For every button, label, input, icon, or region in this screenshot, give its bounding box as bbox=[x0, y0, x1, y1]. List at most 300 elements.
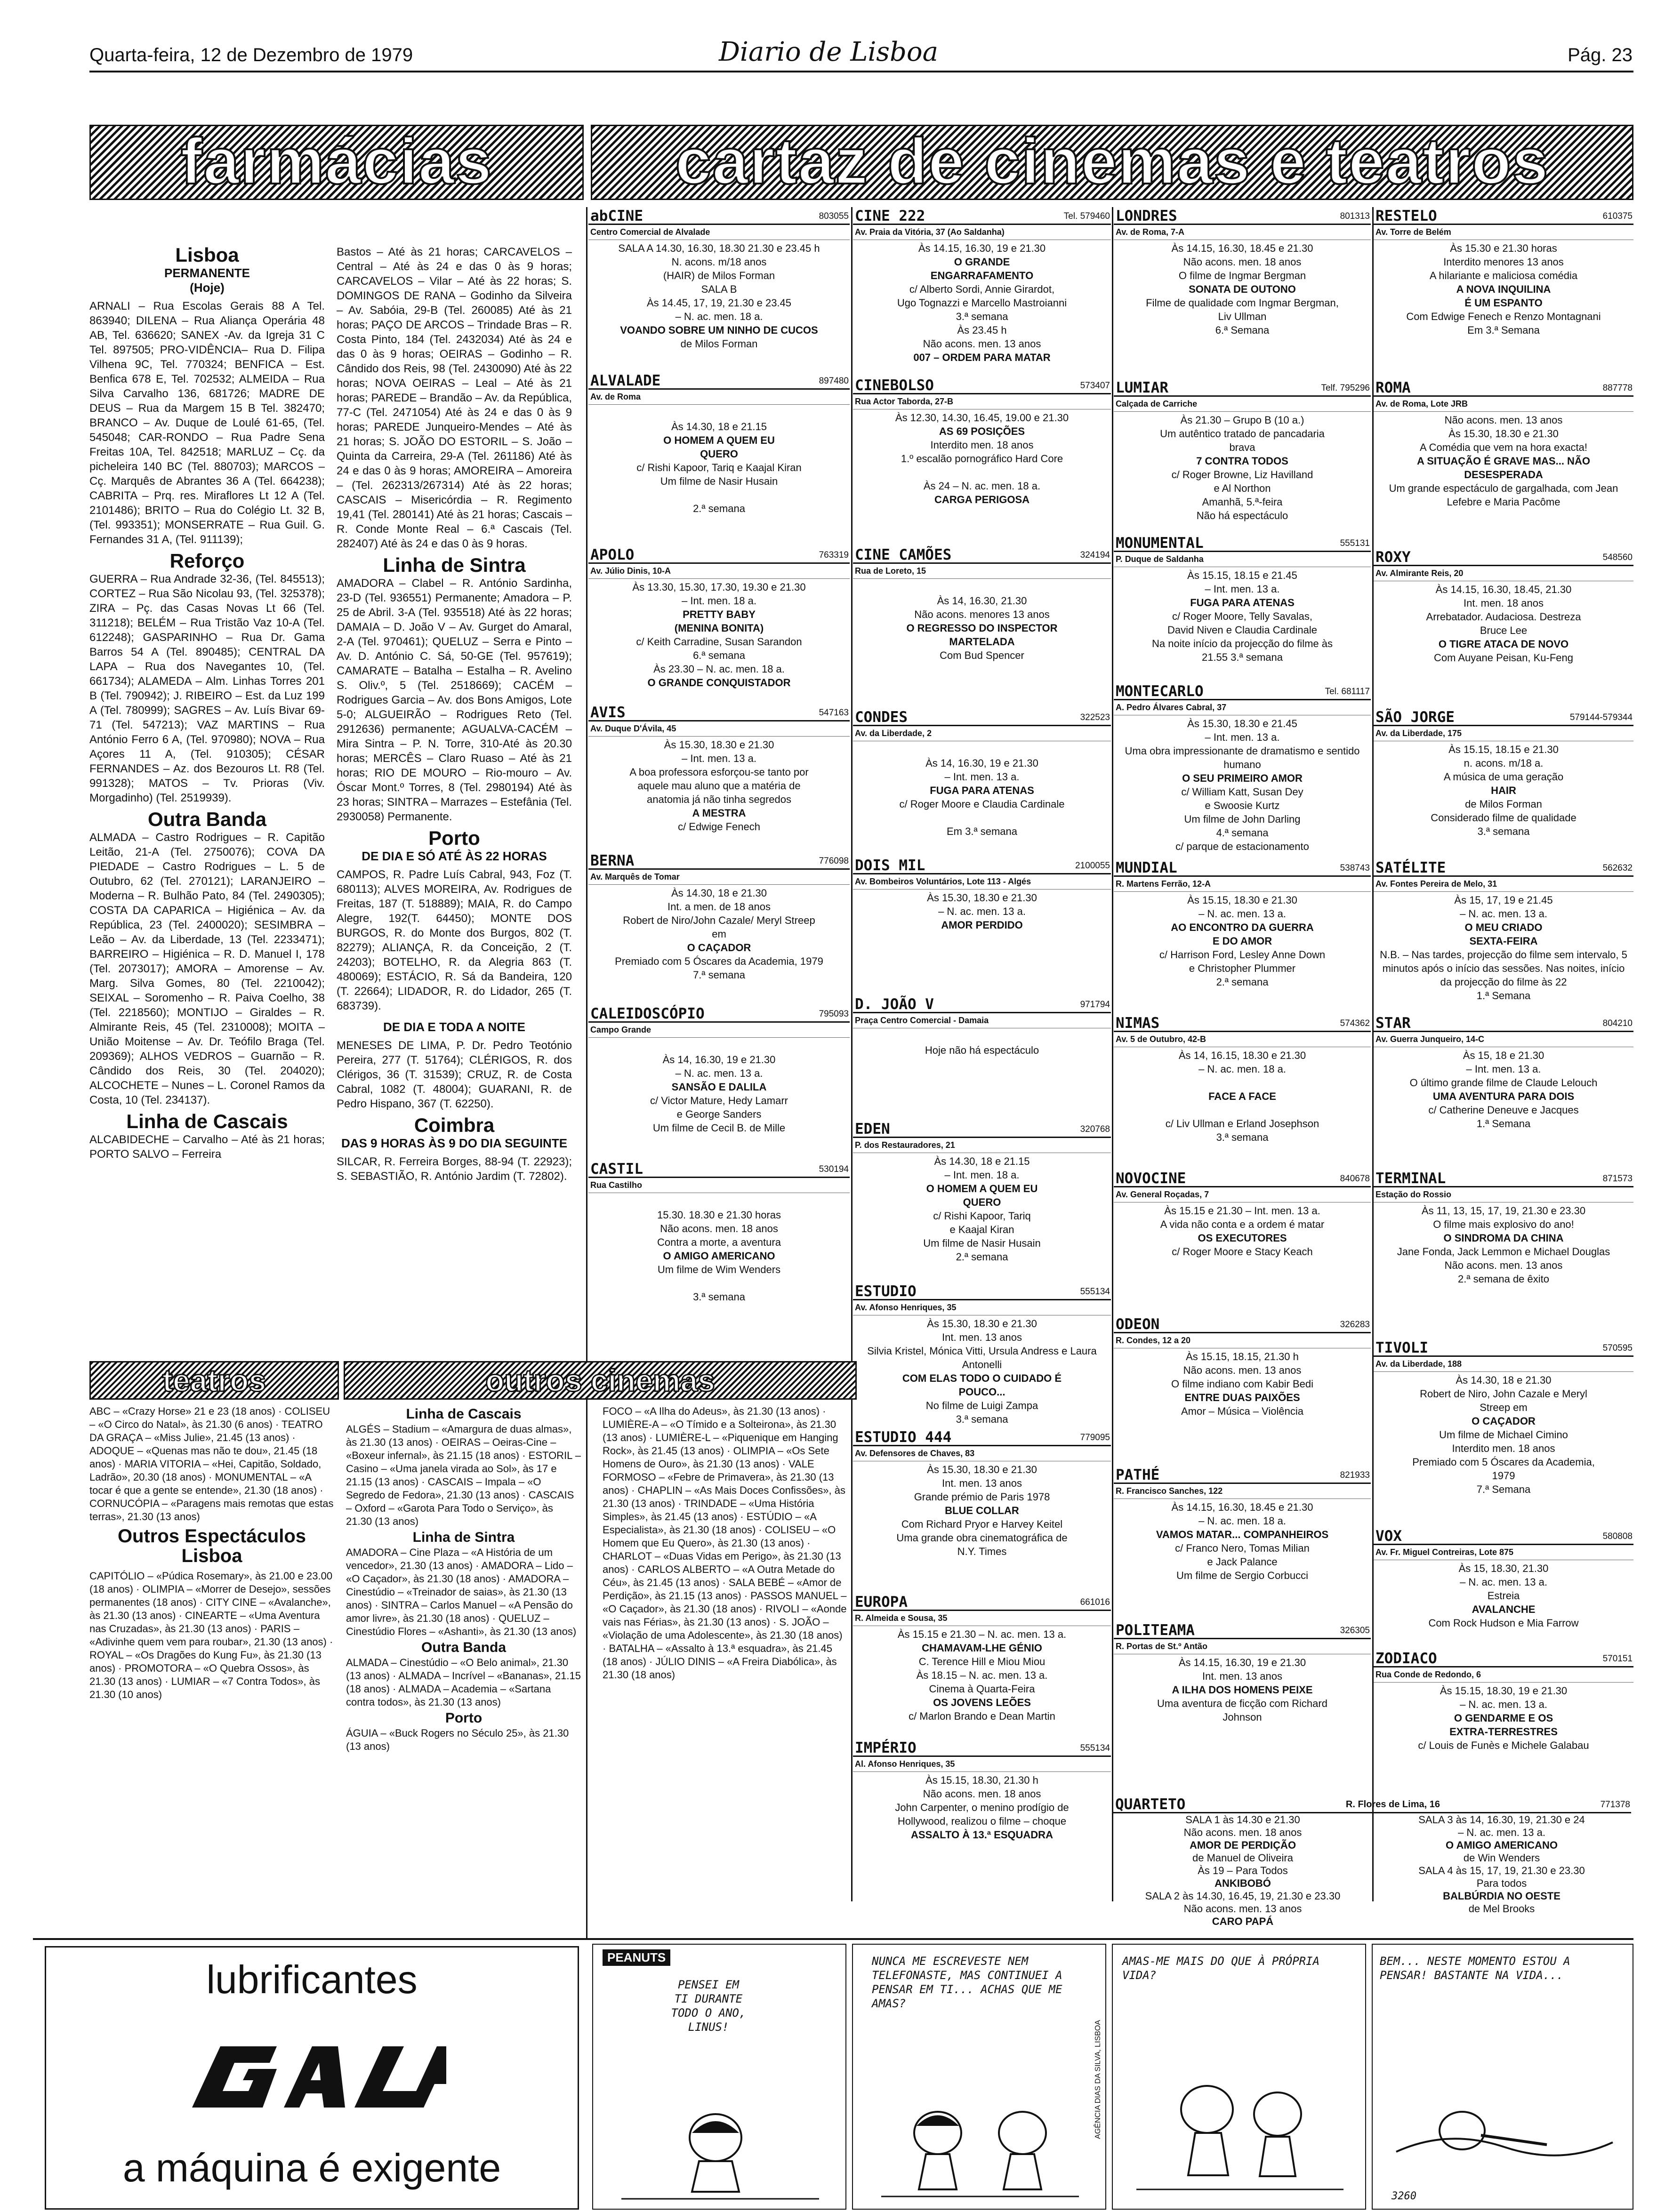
showtime-line: CHAMAVAM-LHE GÉNIO bbox=[922, 1642, 1042, 1654]
showtime-line: Na noite início da projecção do filme às bbox=[1152, 638, 1333, 649]
showtime-line: O CAÇADOR bbox=[1472, 1415, 1536, 1427]
cinema-name: NOVOCINE bbox=[1116, 1170, 1186, 1187]
cinema-phone: Tel. 579460 bbox=[1063, 211, 1110, 221]
showtime-line: Não acons. men. 13 anos bbox=[1444, 1259, 1563, 1271]
showtime-line: 2.ª semana bbox=[1216, 976, 1269, 988]
section-heading: Reforço bbox=[169, 550, 245, 572]
cinema-name: BERNA bbox=[590, 852, 635, 869]
showtime-line: – N. ac. men. 18 a. bbox=[1199, 1063, 1286, 1075]
showtime-line: c/ Liv Ullman e Erland Josephson bbox=[1165, 1118, 1319, 1130]
showtime-line: UMA AVENTURA PARA DOIS bbox=[1432, 1090, 1575, 1102]
speech-bubble: AMAS-ME MAIS DO QUE À PRÓPRIA VIDA? bbox=[1122, 1955, 1320, 1982]
showtime-line: de Manuel de Oliveira bbox=[1192, 1852, 1293, 1864]
cinema-listing bbox=[588, 209, 850, 369]
cinema-phone: 326305 bbox=[1340, 1626, 1370, 1635]
characters-walking-drawing-icon bbox=[1136, 2053, 1343, 2204]
showtime-line: BLUE COLLAR bbox=[945, 1505, 1019, 1516]
showtime-line: c/ Marlon Brando e Dean Martin bbox=[909, 1710, 1055, 1722]
pharmacy-list: AMADORA – Clabel – R. António Sardinha, 23-D (Tel. 936551) Permanente; Amadora – P. 25 de Abril. 3-A (Tel. 935518) Até às 22 horas; DAMAIA – D. João V – Av. Gurget do Amaral, 2-A (Tel. 970461); QUELUZ – Serra e Pinto – Av. D. António C. Sá, 50-GE (Tel. 957619); CAMARATE – Batalha – Estalha – R. Avelino S. Oliv.º, 5 (Tel. 2518669); CACÉM – Rodrigues Garcia – Av. dos Bons Amigos, Lote 5-0; ALGUEIRÃO – Rodrigues Reto (Tel. 2912636) permanente; AGUALVA-CACÉM – Mira Sintra – P. N. Torre, 310-Até às 20.30 horas; MERCÊS – Claro Ruaso – Até às 21 horas; RIO DE MOURO – Rio-mouro – Av. Óscar Mont.º Torres, 8 (Tel. 2980194) Até às 23 horas; SINTRA – Marrazes – Estefânia (Tel. 2930058) Permanente. bbox=[337, 577, 572, 823]
showtime-line: SALA 1 às 14.30 e 21.30 bbox=[1185, 1814, 1300, 1826]
showtime-line: MARTELADA bbox=[949, 636, 1015, 648]
cinema-name: CINE 222 bbox=[855, 208, 925, 224]
showtime-line: Um filme de Wim Wenders bbox=[657, 1264, 781, 1275]
showtime-line: É UM ESPANTO bbox=[1464, 297, 1543, 309]
showtime-line: Às 13.30, 15.30, 17.30, 19.30 e 21.30 bbox=[632, 581, 806, 593]
showtime-line bbox=[856, 811, 1108, 825]
cinema-listing bbox=[588, 706, 850, 850]
cinema-address: Av. de Roma bbox=[588, 390, 850, 405]
showtime-line: c/ Roger Moore, Telly Savalas, bbox=[1172, 610, 1312, 622]
showtime-line: HAIR bbox=[1491, 785, 1516, 796]
showtime-line: c/ Roger Moore e Claudia Cardinale bbox=[899, 798, 1065, 810]
showtime-line: Às 15.15 e 21.30 – N. ac. men. 13 a. bbox=[897, 1628, 1067, 1640]
quarteto-sala-3-4 bbox=[1372, 1813, 1631, 1928]
showtime-line: Às 19 – Para Todos bbox=[1198, 1865, 1288, 1876]
showtime-line bbox=[1117, 1103, 1368, 1117]
showtime-line: Às 15.30, 18.30 e 21.45 bbox=[1187, 718, 1297, 729]
showtime-line: e Jack Palance bbox=[1207, 1556, 1278, 1568]
cinema-phone: 324194 bbox=[1080, 550, 1110, 560]
showtime-line: Às 15.15 e 21.30 – Int. men. 13 a. bbox=[1164, 1205, 1320, 1217]
comic-panel-2 bbox=[852, 1944, 1106, 2210]
cinema-address: P. dos Restauradores, 21 bbox=[853, 1138, 1111, 1153]
column-rule bbox=[851, 207, 853, 1901]
showtime-line: Às 23.30 – N. ac. men. 18 a. bbox=[653, 663, 785, 675]
showtime-line: c/ Louis de Funès e Michele Galabau bbox=[1418, 1739, 1589, 1751]
cinema-name: NIMAS bbox=[1116, 1015, 1160, 1032]
showtime-line: – Int. men. 18 a. bbox=[682, 595, 756, 607]
showtime-line: Às 14.45, 17, 19, 21.30 e 23.45 bbox=[646, 297, 792, 309]
cinema-phone: 887778 bbox=[1602, 383, 1633, 393]
showtime-line: Com Auyane Peisan, Ku-Feng bbox=[1434, 652, 1573, 664]
ad-slogan: a máquina é exigente bbox=[122, 2146, 501, 2190]
cinema-name: D. JOÃO V bbox=[855, 996, 934, 1013]
cinema-phone: Telf. 795296 bbox=[1321, 383, 1370, 393]
section-subheading: PERMANENTE (Hoje) bbox=[164, 266, 250, 295]
showtime-line: ENGARRAFAMENTO bbox=[930, 270, 1034, 281]
cinema-listing bbox=[1114, 537, 1371, 682]
showtime-line: 15.30. 18.30 e 21.30 horas bbox=[657, 1209, 781, 1221]
showtime-line: O GRANDE bbox=[954, 256, 1010, 268]
showtime-line: CARO PAPÁ bbox=[1212, 1915, 1274, 1927]
cinema-phone: 897480 bbox=[819, 376, 849, 386]
showtime-line: David Niven e Claudia Cardinale bbox=[1167, 624, 1317, 636]
cinema-address: Rua Actor Taborda, 27-B bbox=[853, 394, 1111, 409]
showtime-line: Às 15.30, 18.30 e 21.30 bbox=[927, 1464, 1037, 1475]
cinema-address: Praça Centro Comercial - Damaia bbox=[853, 1013, 1111, 1028]
showtime-line: N. acons. m/18 anos bbox=[671, 256, 767, 268]
showtime-line: Arrebatador. Audaciosa. Destreza bbox=[1426, 611, 1581, 623]
cinema-listing bbox=[853, 711, 1111, 857]
showtime-line: SONATA DE OUTONO bbox=[1189, 283, 1296, 295]
showtime-line: Às 14.30, 18 e 21.30 bbox=[671, 887, 767, 899]
showtime-line: c/ Roger Moore e Stacy Keach bbox=[1172, 1246, 1313, 1258]
showtime-line: O AMIGO AMERICANO bbox=[1446, 1839, 1558, 1851]
showtime-line: O HOMEM A QUEM EU bbox=[663, 434, 775, 446]
bottom-rule bbox=[33, 1938, 1633, 1940]
cinema-phone: 840678 bbox=[1340, 1174, 1370, 1184]
cinema-address: Av. Marquês de Tomar bbox=[588, 870, 850, 885]
showtime-line: O MEU CRIADO bbox=[1464, 922, 1543, 933]
showtime-line: c/ parque de estacionamento bbox=[1175, 841, 1309, 852]
cinema-address: R. Condes, 12 a 20 bbox=[1114, 1333, 1371, 1348]
cinema-phone: 801313 bbox=[1340, 211, 1370, 221]
cinema-name: MONUMENTAL bbox=[1116, 535, 1204, 552]
cinema-address: A. Pedro Álvares Cabral, 37 bbox=[1114, 700, 1371, 715]
showtime-line: 007 – ORDEM PARA MATAR bbox=[913, 352, 1051, 363]
showtime-line: c/ Harrison Ford, Lesley Anne Down bbox=[1159, 949, 1326, 961]
cinema-phone: 326283 bbox=[1340, 1320, 1370, 1330]
showtime-line: 7.ª Semana bbox=[1476, 1483, 1531, 1495]
outros-cinemas-column-1 bbox=[346, 1405, 581, 1932]
showtime-line: – Int. men. 18 a. bbox=[944, 1169, 1020, 1181]
section-heading: Linha de Sintra bbox=[383, 554, 526, 576]
cinema-listing bbox=[853, 1741, 1111, 1892]
showtime-line: Um filme de Cecil B. de Mille bbox=[652, 1122, 786, 1134]
showtime-line: Para todos bbox=[1476, 1877, 1527, 1889]
showtime-line: Amanhã, 5.ª-feira bbox=[1202, 496, 1283, 508]
section-subheading: DE DIA E SÓ ATÉ ÀS 22 HORAS bbox=[362, 849, 547, 863]
showtime-line: Int. a men. de 18 anos bbox=[668, 901, 771, 913]
showtime-line: Premiado com 5 Óscares da Academia, bbox=[1412, 1456, 1595, 1468]
showtime-line: Às 14.15, 16.30, 18.45 e 21.30 bbox=[1171, 1501, 1313, 1513]
cinema-address: Av. 5 de Outubro, 42-B bbox=[1114, 1032, 1371, 1047]
showtime-line: – N. ac. men. 13 a. bbox=[1199, 908, 1286, 920]
showtime-line: Às 15.15, 18.30, 19 e 21.30 bbox=[1440, 1685, 1568, 1697]
pharmacy-list: ALMADA – Castro Rodrigues – R. Capitão Leitão, 21-A (Tel. 2750076); COVA DA PIEDADE – Castro Rodrigues – L. 5 de Outubro, 62 (Tel. 270121); LARANJEIRO – Moderna – R. Bulhão Pato, 84 (Tel. 2490305); COSTA DA CAPARICA – Higiénica – Av. da República, 23 (Tel. 2400020); SESIMBRA – Leão – Av. da Liberdade, 13 (Tel. 2233471); BARREIRO – Higiénica – R. D. Manuel I, 178 (Tel. 2073017); AMORA – Amorense – Av. Marg. Silva Gomes, 80 (Tel. 2210042); SEIXAL – Soromenho – R. Paiva Coelho, 38 (Tel. 2218560); MONTIJO – Giraldes – R. Almirante Reis, 45 (Tel. 2310008); MOITA – União Moitense – Av. Dr. Teófilo Braga (Tel. 209369); ALHOS VEDROS – Guarnão – R. Cândido dos Reis, 30 (Tel. 204020); ALCOCHETE – Nunes – L. Coronel Ramos da Costa, 10 (Tel. 234137). bbox=[89, 831, 325, 1106]
cinema-phone: 320768 bbox=[1080, 1124, 1110, 1134]
quarteto-s1 bbox=[1113, 1813, 1372, 1890]
showtime-line: Interdito menores 13 anos bbox=[1443, 256, 1564, 268]
cinema-phone: 573407 bbox=[1080, 381, 1110, 391]
showtime-line: Às 14, 16.30, 21.30 bbox=[937, 595, 1027, 607]
showtime-line: – N. ac. men. 13 a. bbox=[1460, 1576, 1547, 1588]
cinema-name: AVIS bbox=[590, 704, 626, 721]
showtime-line: Um autêntico tratado de pancadaria bbox=[1160, 428, 1325, 440]
showtime-line: Jane Fonda, Jack Lemmon e Michael Douglas bbox=[1397, 1246, 1610, 1258]
cinema-address: P. Duque de Saldanha bbox=[1114, 552, 1371, 567]
cinema-listing bbox=[1114, 685, 1371, 859]
cinema-name: QUARTETO bbox=[1115, 1796, 1186, 1813]
showtime-line: de Milos Forman bbox=[1465, 798, 1542, 810]
cinema-listing bbox=[588, 1162, 850, 1330]
cinema-address: Av. Júlio Dinis, 10-A bbox=[588, 564, 850, 579]
showtime-line: Estreia bbox=[1487, 1590, 1520, 1602]
showtime-line: 1.ª Semana bbox=[1476, 1118, 1531, 1130]
galp-advertisement bbox=[45, 1946, 579, 2210]
showtime-line: John Carpenter, o menino prodígio de bbox=[895, 1802, 1069, 1813]
showtime-line: Não acons. men. 18 anos bbox=[923, 1788, 1041, 1800]
showtime-line: O AMIGO AMERICANO bbox=[663, 1250, 775, 1262]
showtime-line: e Christopher Plummer bbox=[1189, 962, 1296, 974]
showtime-line: A ILHA DOS HOMENS PEIXE bbox=[1172, 1684, 1313, 1696]
cinema-address: Calçada de Carriche bbox=[1114, 397, 1371, 412]
showtime-line bbox=[591, 1194, 847, 1208]
speech-bubble: BEM... NESTE MOMENTO ESTOU A PENSAR! BASTANTE NA VIDA... bbox=[1380, 1955, 1570, 1982]
showtime-line: AS 69 POSIÇÕES bbox=[939, 425, 1025, 437]
cinema-listing bbox=[588, 854, 850, 1002]
agency-credit: AGÊNCIA DIAS DA SILVA, LISBOA bbox=[1094, 2020, 1102, 2139]
showtime-line: – Int. men. 13 a. bbox=[1205, 731, 1280, 743]
showtime-line: Interdito men. 18 anos bbox=[1452, 1443, 1555, 1454]
showtime-line: Cinema à Quarta-Feira bbox=[929, 1683, 1035, 1695]
showtime-line: Int. men. 13 anos bbox=[942, 1331, 1022, 1343]
showtime-line: 3.ª semana bbox=[1477, 825, 1530, 837]
showtime-line: A vida não conta e a ordem é matar bbox=[1160, 1218, 1325, 1230]
outros-cinemas-banner: outros cinemas bbox=[344, 1361, 857, 1400]
showtime-line: Às 14.15, 16.30, 18.45, 21.30 bbox=[1435, 584, 1572, 595]
showtime-line: Às 14.15, 16.30, 19 e 21.30 bbox=[1178, 1657, 1306, 1668]
showtime-line: Às 24 – N. ac. men. 18 a. bbox=[923, 480, 1041, 492]
showtime-line: SALA 4 às 15, 17, 19, 21.30 e 23.30 bbox=[1418, 1865, 1585, 1876]
showtime-line: SEXTA-FEIRA bbox=[1469, 935, 1538, 947]
cinema-phone: 538743 bbox=[1340, 863, 1370, 873]
column-rule bbox=[1112, 207, 1113, 1901]
cinema-address: Rua Conde de Redondo, 6 bbox=[1374, 1667, 1633, 1683]
showtime-line bbox=[856, 1030, 1108, 1043]
cinema-phone: 562632 bbox=[1602, 863, 1633, 873]
showtime-line: Uma grande obra cinematográfica de bbox=[896, 1532, 1068, 1544]
cinema-name: LONDRES bbox=[1116, 208, 1177, 224]
showtime-line: COM ELAS TODO O CUIDADO É bbox=[902, 1372, 1062, 1384]
showtime-line: – N. ac. men. 13 a. bbox=[675, 1067, 763, 1079]
showtime-line: VOANDO SOBRE UM NINHO DE CUCOS bbox=[620, 324, 818, 336]
cinema-listing bbox=[853, 998, 1111, 1120]
showtime-line: O HOMEM A QUEM EU bbox=[926, 1183, 1038, 1194]
header-rule bbox=[89, 71, 1633, 72]
showtime-line: c/ Franco Nero, Tomas Milian bbox=[1175, 1542, 1310, 1554]
outros-cinemas-list: ALGÉS – Stadium – «Amargura de duas almas», às 21.30 (13 anos) · OEIRAS – Oeiras-Cine – «Boxeur infernal», às 21.15 (18 anos) · ESTORIL – Casino – «Uma janela virada ao Sol», às 17 e 21.15 (13 anos) · CASCAIS – Impala – «O Segredo de Fedora», 21.30 (13 anos) · CASCAIS – Oxford – «Garota Para Todo o Serviço», às 21.30 (13 anos) bbox=[346, 1423, 581, 1527]
cinema-phone: 763319 bbox=[819, 550, 849, 560]
cinema-name: PATHÉ bbox=[1116, 1467, 1160, 1483]
showtime-line: SANSÃO E DALILA bbox=[671, 1081, 767, 1093]
cinema-name: ROMA bbox=[1375, 379, 1411, 396]
showtime-line: Às 15.15, 18.15 e 21.45 bbox=[1187, 569, 1297, 581]
cinema-address: R. Martens Ferrão, 12-A bbox=[1114, 877, 1371, 892]
characters-drawing-icon bbox=[881, 2076, 1079, 2204]
showtime-line: – N. ac. men. 13 a. bbox=[1460, 1699, 1547, 1710]
showtime-line: (MENINA BONITA) bbox=[674, 622, 764, 634]
showtime-line: 4.ª semana bbox=[1216, 827, 1269, 839]
cinema-listing bbox=[588, 548, 850, 701]
cinema-name: TERMINAL bbox=[1375, 1170, 1446, 1187]
cinema-listing bbox=[1374, 551, 1633, 708]
cinema-name: CALEIDOSCÓPIO bbox=[590, 1005, 705, 1022]
showtime-line: c/ Alberto Sordi, Annie Girardot, bbox=[909, 283, 1055, 295]
showtime-line: Interdito men. 18 anos bbox=[930, 439, 1034, 451]
showtime-line: Um filme de Sergio Corbucci bbox=[1176, 1570, 1308, 1581]
cinema-name: abCINE bbox=[590, 208, 643, 224]
cinema-address: Av. Guerra Junqueiro, 14-C bbox=[1374, 1032, 1633, 1047]
showtime-line: Int. men. 13 anos bbox=[1202, 1670, 1282, 1682]
page-number: Pág. 23 bbox=[1568, 45, 1633, 65]
cinema-name: RESTELO bbox=[1375, 208, 1437, 224]
cinema-phone: 610375 bbox=[1602, 211, 1633, 221]
cinema-phone: 803055 bbox=[819, 211, 849, 221]
quarteto-s3 bbox=[1372, 1813, 1631, 1864]
cinema-phone: Tel. 681117 bbox=[1325, 687, 1370, 697]
showtime-line: SALA B bbox=[701, 283, 737, 295]
cinema-address: Centro Comercial de Alvalade bbox=[588, 225, 850, 240]
showtime-line: – N. ac. men. 18 a. bbox=[1199, 1515, 1286, 1527]
showtime-line: e George Sanders bbox=[676, 1108, 762, 1120]
showtime-line: Às 15.30, 18.30 e 21.30 bbox=[664, 739, 774, 751]
showtime-line bbox=[856, 580, 1108, 594]
showtime-line: O último grande filme de Claude Lelouch bbox=[1409, 1077, 1598, 1089]
showtime-line: Um filme de Nasir Husain bbox=[660, 475, 778, 487]
showtime-line: EXTRA-TERRESTRES bbox=[1449, 1726, 1558, 1738]
showtime-line: FACE A FACE bbox=[1208, 1090, 1276, 1102]
showtime-line bbox=[856, 743, 1108, 756]
cinema-name: ZODIACO bbox=[1375, 1650, 1437, 1667]
outros-cinemas-list: FOCO – «A Ilha do Adeus», às 21.30 (13 anos) · LUMIÈRE-A – «O Tímido e a Solteirona», às 21.30 (13 anos) · LUMIÈRE-L – «Piquenique em Hanging Rock», às 21.45 (13 anos) · OLIMPIA – «Os Sete Homens de Ouro», às 21.30 (13 anos) · VALE FORMOSO – «Febre de Primavera», às 21.30 (13 anos) · CHAPLIN – «As Mais Doces Confissões», às 21.30 (13 anos) · TRINDADE – «Uma História Simples», às 21.45 (13 anos) · ESTÚDIO – «A Especialista», às 21.30 (18 anos) · COLISEU – «O Homem que Eu Quero», às 21.30 (13 anos) · CHARLOT – «Duas Vidas em Perigo», às 21.30 (13 anos) · CARLOS ALBERTO – «A Outra Metade do Céu», às 21.45 (13 anos) · SALA BEBÉ – «Amor de Perdição», às 21.15 (13 anos) · PASSOS MANUEL – «O Caçador», às 21.30 (18 anos) · RIVOLI – «Aonde vais nas Férias», às 21.30 (13 anos) · S. JOÃO – «Violação de uma Adolescente», às 21.30 (18 anos) · BATALHA – «Assalto à 13.ª esquadra», às 21.45 (18 anos) · JÚLIO DINIS – «A Freira Diabólica», às 21.30 (18 anos) bbox=[603, 1405, 847, 1681]
outros-cinemas-list: AMADORA – Cine Plaza – «A História de um vencedor», 21.30 (13 anos) · AMADORA – Lido – «O Caçador», às 21.30 (18 anos) · AMADORA – Cinestúdio – «Treinador de saias», às 21.30 (13 anos) · SINTRA – Carlos Manuel – «A Pensão do amor livre», às 21.30 (18 anos) · QUELUZ – Cinestúdio Flores – «Ashanti», às 21.30 (13 anos) bbox=[346, 1547, 577, 1637]
section-heading: Porto bbox=[428, 827, 480, 849]
quarteto-sala-1-2 bbox=[1113, 1813, 1372, 1928]
showtime-line: VAMOS MATAR... COMPANHEIROS bbox=[1156, 1529, 1329, 1540]
showtime-line: c/ William Katt, Susan Dey bbox=[1181, 786, 1303, 798]
showtime-line: c/ Edwige Fenech bbox=[678, 821, 760, 833]
showtime-line: Int. men. 18 anos bbox=[1464, 597, 1544, 609]
showtime-line: e Al Northon bbox=[1214, 482, 1271, 494]
showtime-line: Premiado com 5 Óscares da Academia, 1979 bbox=[615, 955, 823, 967]
showtime-line: Amor – Música – Violência bbox=[1181, 1405, 1304, 1417]
showtime-line: OS EXECUTORES bbox=[1198, 1232, 1287, 1244]
showtime-line: A Comédia que vem na hora exacta! bbox=[1420, 441, 1587, 453]
cinema-address: Av. Defensores de Chaves, 83 bbox=[853, 1446, 1111, 1461]
showtime-line: c/ Roger Browne, Liz Havilland bbox=[1171, 469, 1313, 481]
column-rule bbox=[586, 207, 587, 1939]
cinema-address: Av. Fontes Pereira de Melo, 31 bbox=[1374, 877, 1633, 892]
showtime-line: Não acons. men. 18 anos bbox=[660, 1223, 778, 1234]
showtime-line: (HAIR) de Milos Forman bbox=[663, 270, 775, 281]
cinema-address: R. Flores de Lima, 16 bbox=[1345, 1799, 1440, 1810]
showtime-line: de Mel Brooks bbox=[1468, 1903, 1535, 1915]
showtime-line: O SEU PRIMEIRO AMOR bbox=[1182, 772, 1303, 784]
showtime-line: Às 15.30, 18.30 e 21.30 bbox=[927, 1318, 1037, 1330]
showtime-line: Às 14.30, 18 e 21.30 bbox=[1456, 1374, 1552, 1386]
showtime-line: ENTRE DUAS PAIXÕES bbox=[1184, 1392, 1300, 1403]
showtime-line: – Int. men. 13 a. bbox=[682, 753, 756, 764]
farmacias-column-2 bbox=[337, 245, 572, 1346]
cinema-listing-quarteto bbox=[1113, 1796, 1631, 1927]
cinema-listing bbox=[1114, 1468, 1371, 1621]
cinema-phone: 871573 bbox=[1602, 1174, 1633, 1184]
showtime-line: No filme de Luigi Zampa bbox=[925, 1400, 1038, 1411]
showtime-line: 3.ª semana bbox=[1216, 1131, 1269, 1143]
showtime-line: AO ENCONTRO DA GUERRA bbox=[1171, 922, 1314, 933]
cinema-address: Av. da Liberdade, 2 bbox=[853, 726, 1111, 741]
showtime-line: Com Edwige Fenech e Renzo Montagnani bbox=[1406, 311, 1601, 322]
showtime-line: Não há espectáculo bbox=[1196, 510, 1288, 521]
cinema-name: CINEBOLSO bbox=[855, 377, 934, 394]
cinema-address: Rua Castilho bbox=[588, 1178, 850, 1193]
showtime-line: Não acons. men. 13 anos bbox=[1183, 1364, 1302, 1376]
cinema-name: CASTIL bbox=[590, 1161, 643, 1178]
showtime-line: Às 14, 16.30, 19 e 21.30 bbox=[662, 1054, 776, 1066]
showtime-line: POUCO... bbox=[958, 1386, 1005, 1398]
showtime-line: A hilariante e maliciosa comédia bbox=[1429, 270, 1578, 281]
showtime-line: 3.ª semana bbox=[956, 1413, 1008, 1425]
cinema-listing bbox=[1374, 1652, 1633, 1793]
showtime-line: Uma aventura de ficção com Richard bbox=[1157, 1698, 1327, 1709]
showtime-line: E DO AMOR bbox=[1212, 935, 1272, 947]
cinema-name: ODEON bbox=[1116, 1316, 1160, 1333]
showtime-line: A SITUAÇÃO É GRAVE MAS... NÃO bbox=[1417, 455, 1590, 467]
showtime-line: – N. ac. men. 13 a. bbox=[1460, 908, 1547, 920]
cinema-name: POLITEAMA bbox=[1116, 1622, 1195, 1639]
cinema-name: CINE CAMÕES bbox=[855, 546, 952, 563]
showtime-line: 2.ª semana de êxito bbox=[1457, 1273, 1550, 1285]
cinema-listing bbox=[1114, 381, 1371, 534]
showtime-line: C. Terence Hill e Miou Miou bbox=[918, 1656, 1046, 1667]
showtime-line bbox=[591, 1039, 847, 1053]
showtime-line: 21.55 3.ª semana bbox=[1201, 651, 1283, 663]
showtime-line: Um filme de John Darling bbox=[1184, 813, 1301, 825]
cinema-listing bbox=[853, 209, 1111, 377]
showtime-line: Às 15.15, 18.30, 21.30 h bbox=[925, 1774, 1038, 1786]
cinema-listing bbox=[1114, 1017, 1371, 1170]
teatros-column bbox=[89, 1405, 334, 1932]
comic-title: PEANUTS bbox=[603, 1949, 670, 1966]
cinema-phone: 322523 bbox=[1080, 713, 1110, 722]
showtime-line: 7.ª semana bbox=[693, 969, 745, 981]
showtime-line: Em 3.ª semana bbox=[947, 825, 1017, 837]
showtime-line: – N. ac. men. 13 a. bbox=[1458, 1827, 1545, 1838]
cinema-phone: 555134 bbox=[1080, 1287, 1110, 1297]
cinema-name: STAR bbox=[1375, 1015, 1411, 1032]
showtime-line: Considerado filme de qualidade bbox=[1431, 812, 1577, 824]
cinema-name: ALVALADE bbox=[590, 372, 661, 389]
cinema-phone: 548560 bbox=[1602, 553, 1633, 562]
section-heading: Outra Banda bbox=[421, 1640, 507, 1655]
showtime-line: c/ Rishi Kapoor, Tariq bbox=[933, 1210, 1031, 1222]
showtime-line: Às 15, 18.30, 21.30 bbox=[1458, 1563, 1549, 1574]
showtime-line: – Int. men. 13 a. bbox=[1466, 1063, 1541, 1075]
cinema-phone: 530194 bbox=[819, 1164, 849, 1174]
cinema-listing bbox=[1374, 209, 1633, 379]
cinema-phone: 555131 bbox=[1340, 538, 1370, 548]
showtime-line: Às 15, 17, 19 e 21.45 bbox=[1454, 894, 1553, 906]
section-heading: Linha de Cascais bbox=[406, 1406, 522, 1422]
showtime-line: Uma obra impressionante de dramatismo e sentido humano bbox=[1125, 745, 1360, 770]
showtime-line: O GRANDE CONQUISTADOR bbox=[647, 677, 791, 689]
cinema-phone: 779095 bbox=[1080, 1433, 1110, 1443]
cinema-listing bbox=[1374, 1017, 1633, 1170]
showtime-line: Com Rock Hudson e Mia Farrow bbox=[1428, 1617, 1579, 1629]
showtime-line: A MESTRA bbox=[692, 807, 746, 819]
cinema-listing bbox=[853, 1595, 1111, 1739]
cinema-phone: 570151 bbox=[1602, 1654, 1633, 1664]
cinema-phone: 570595 bbox=[1602, 1343, 1633, 1353]
showtime-line bbox=[591, 406, 847, 420]
cinema-name: IMPÉRIO bbox=[855, 1739, 917, 1756]
showtime-line: Hoje não há espectáculo bbox=[925, 1044, 1039, 1056]
showtime-line: ASSALTO À 13.ª ESQUADRA bbox=[911, 1829, 1053, 1841]
comic-panel-1 bbox=[592, 1944, 846, 2210]
pharmacy-list: Bastos – Até às 21 horas; CARCAVELOS – Central – Até às 24 e das 0 às 9 horas; CARCAVELOS – Vilar – Até às 22 horas; S. DOMINGOS DE RANA – Godinho da Silveira – Av. Sabóia, 29-B (Tel. 260085) Até às 21 horas; PAÇO DE ARCOS – Trindade Bras – R. Costa Pinto, 184 (Tel. 2432034) Até às 24 e das 0 às 9 horas; OEIRAS – Godinho – R. Cândido dos Reis, 98 (Tel. 2430090) Até às 22 horas; NOVA OEIRAS – Leal – Até às 21 horas; PAREDE – Brandão – Av. da República, 77-C (Tel. 2471054) Até às 24 e das 0 às 9 horas; PAREDE Junqueiro-Mendes – Até às 21 horas; S. JOÃO DO ESTORIL – S. João – Quinta da Carreira, 29-A (Tel. 261186) Até às 24 e das 0 às 9 horas; AMOREIRA – Amoreira – (Tel. 262313/267314) Até às 22 horas; CASCAIS – Misericórdia – R. Regimento 19,41 (Tel. 280141) Até às 21 horas; Cascais – R. Conde Monte Real – 6.ª Cascais (Tel. 282407) Até às 24 e das 0 às 9 horas. bbox=[337, 246, 572, 550]
cinema-address: R. Francisco Sanches, 122 bbox=[1114, 1484, 1371, 1499]
pharmacy-list: CAMPOS, R. Padre Luís Cabral, 943, Foz (T. 680113); ALVES MOREIRA, Av. Rodrigues de Freitas, 187 (T. 518889); MAIA, R. do Campo Alegre, 192(T. 64450); MONTE DOS BURGOS, R. do Monte dos Burgos, 802 (T. 82279); ALIANÇA, R. da Conceição, 2 (T. 24203); BOTELHO, R. da Alegria 863 (T. 480069); ESTÁCIO, R. Sá da Bandeira, 120 (T. 22664); LIDADOR, R. do Lidador, 265 (T. 683739). bbox=[337, 868, 572, 1012]
showtime-line: O filme mais explosivo do ano! bbox=[1433, 1218, 1574, 1230]
showtime-line: Johnson bbox=[1223, 1711, 1262, 1723]
cinema-phone: 971794 bbox=[1080, 1000, 1110, 1010]
showtime-line: Não acons. men. 13 anos bbox=[923, 338, 1041, 350]
cinema-address: Av. Almirante Reis, 20 bbox=[1374, 566, 1633, 581]
cinema-address: Av. da Liberdade, 188 bbox=[1374, 1357, 1633, 1372]
cinema-name: EUROPA bbox=[855, 1594, 908, 1611]
quarteto-s2 bbox=[1113, 1890, 1372, 1928]
